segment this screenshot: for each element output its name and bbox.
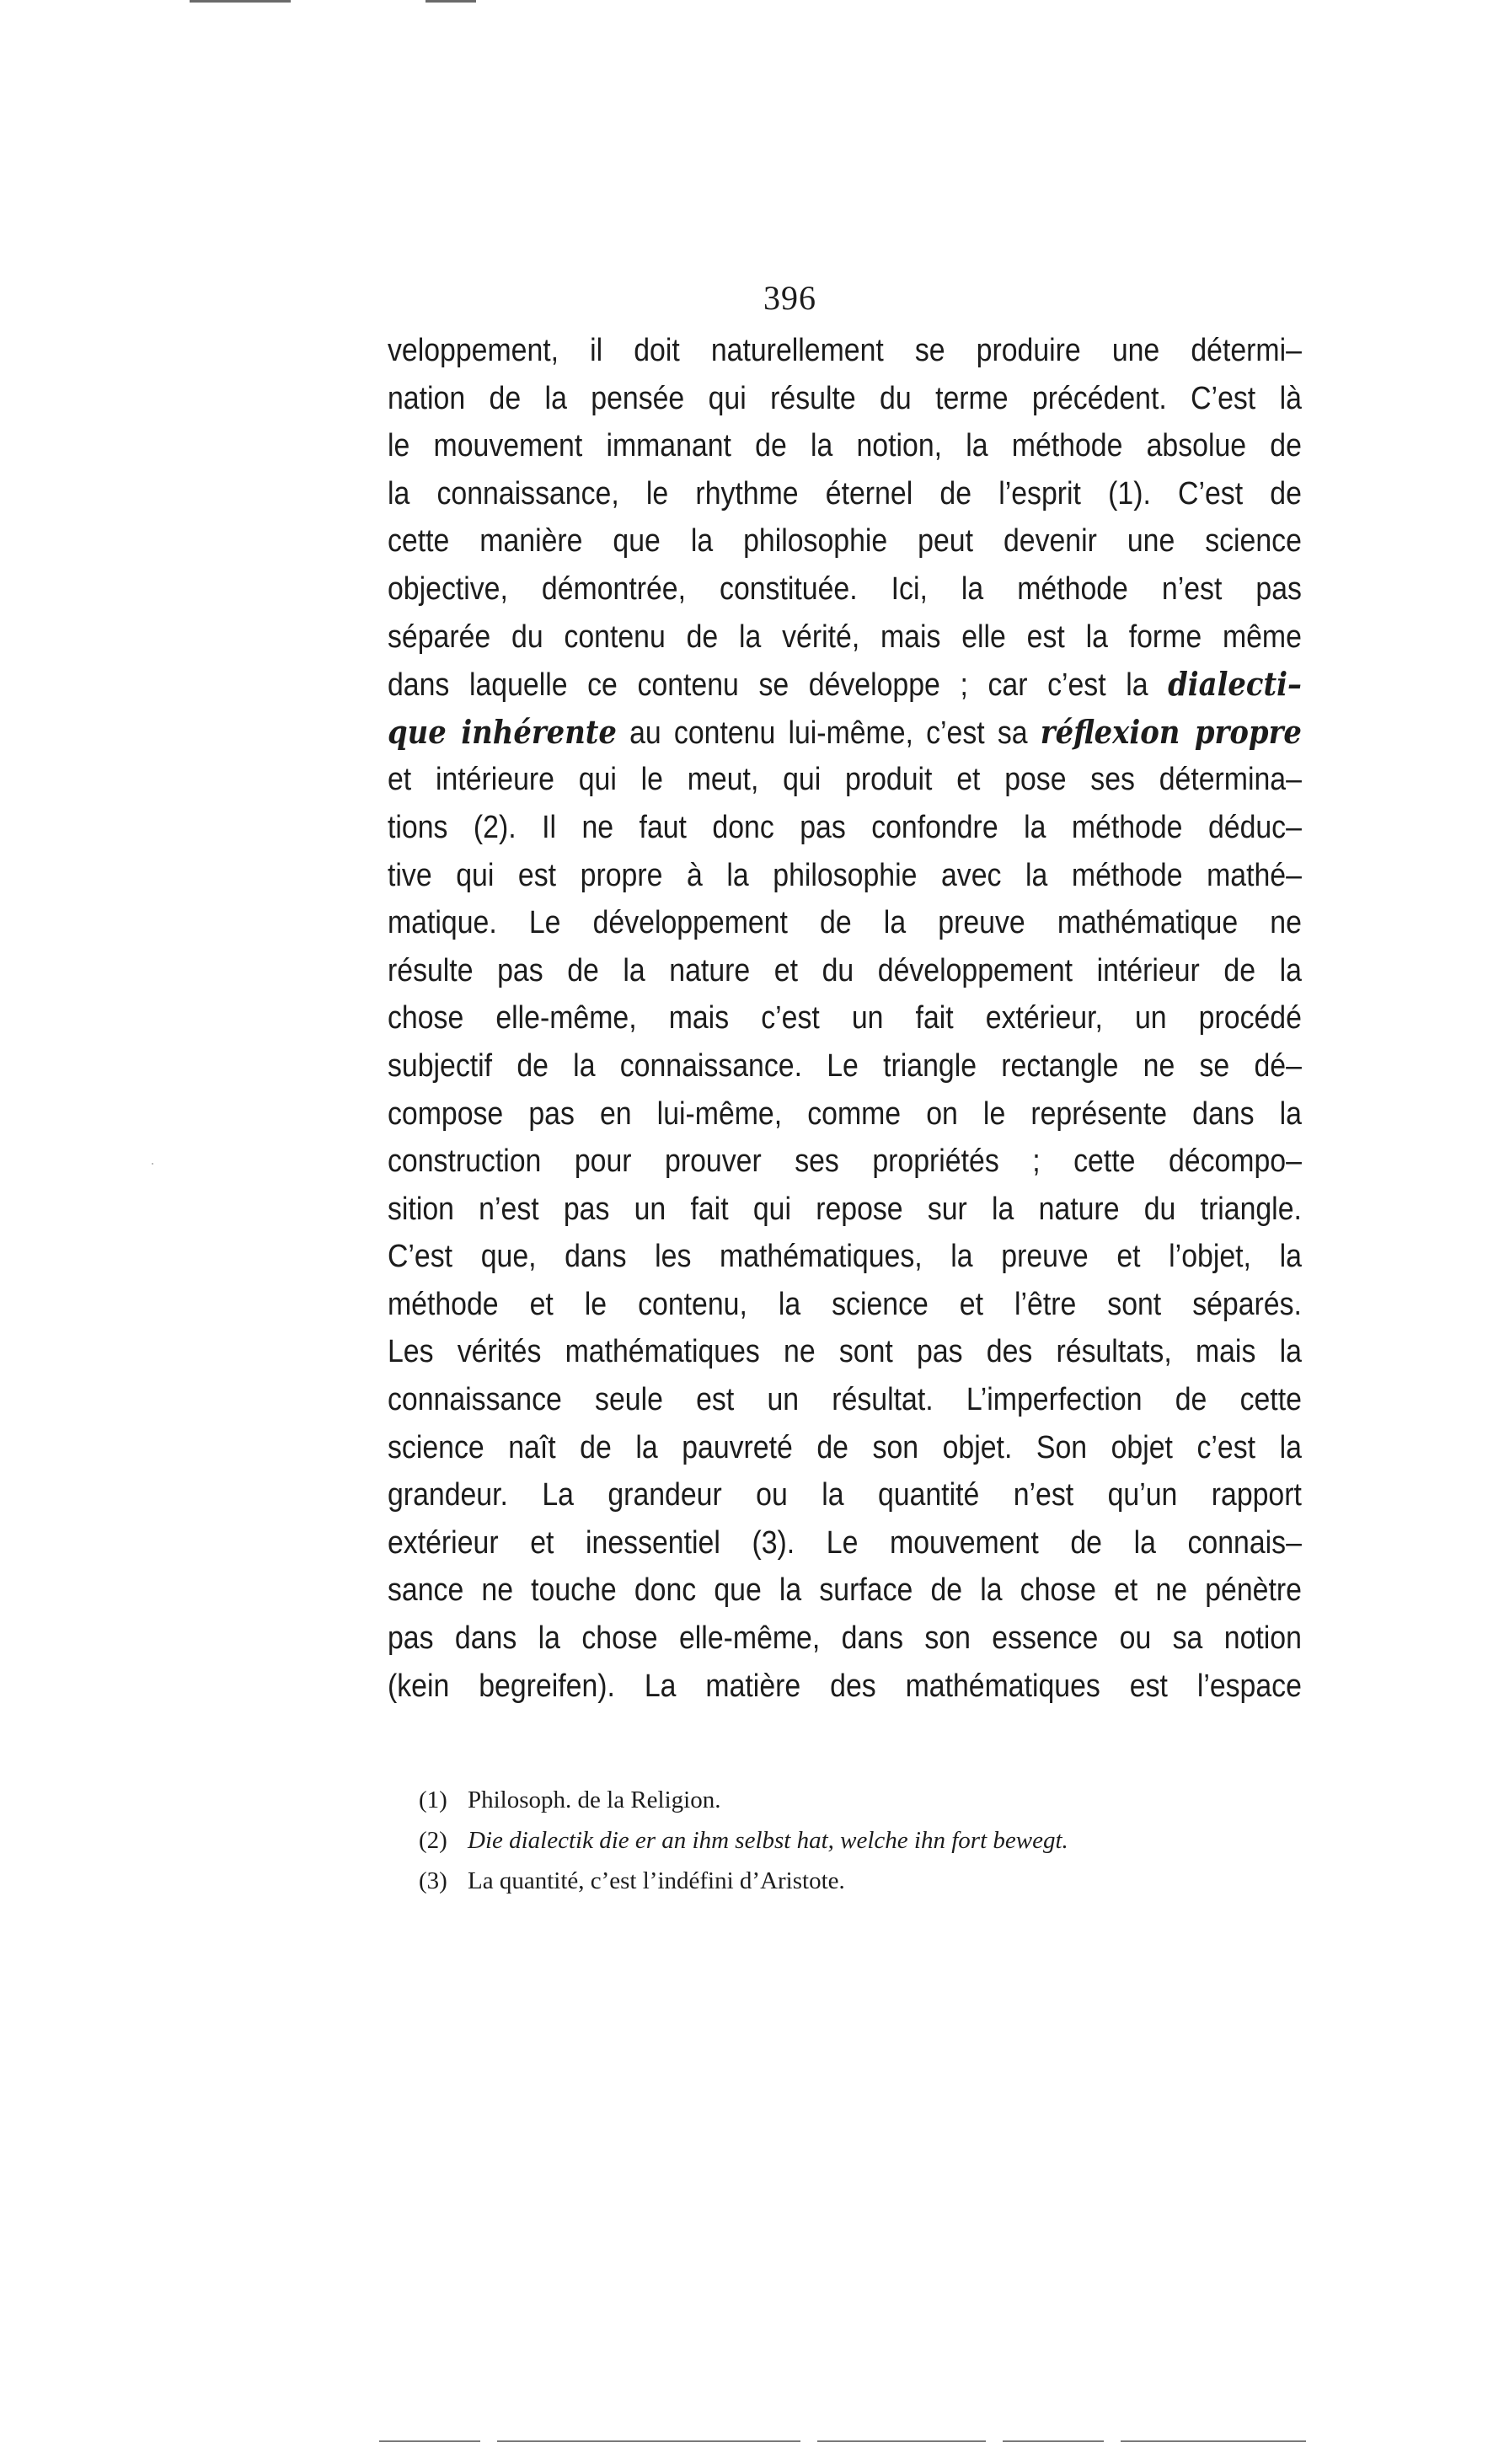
text-segment: connaissance seule est un résultat. L’imperfection de cette (388, 1382, 1302, 1418)
text-line (388, 709, 1302, 757)
text-line (388, 1090, 1302, 1138)
text-segment: que inhérente (388, 712, 617, 751)
footnote-text: La quantité, c’est l’indéfini d’Aristote. (468, 1867, 845, 1894)
text-segment: résulte pas de la nature et du développement intérieur de la (388, 952, 1302, 988)
footnote-text: Philosoph. de la Religion. (468, 1786, 721, 1813)
text-segment: chose elle-même, mais c’est un fait extérieur, un procédé (388, 1000, 1302, 1036)
text-line (388, 613, 1302, 662)
text-segment: tive qui est propre à la philosophie avec la méthode mathé– (388, 857, 1302, 893)
text-segment: extérieur et inessentiel (3). Le mouvement de la connais– (388, 1524, 1302, 1561)
text-segment: matique. Le développement de la preuve mathématique ne (388, 905, 1302, 941)
text-line (388, 1424, 1302, 1472)
footnote (419, 1780, 1312, 1820)
text-segment: Les vérités mathématiques ne sont pas des résultats, mais la (388, 1334, 1302, 1370)
text-segment: séparée du contenu de la vérité, mais elle est la forme même (388, 619, 1302, 655)
text-segment: dialecti– (1168, 665, 1302, 704)
text-segment: la connaissance, le rhythme éternel de l’esprit (1). C’est de (388, 475, 1302, 512)
text-segment: science naît de la pauvreté de son objet. Son objet c’est la (388, 1429, 1302, 1465)
text-segment: objective, démontrée, constituée. Ici, la méthode n’est pas (388, 570, 1302, 607)
text-segment: dans laquelle ce contenu se développe ; car c’est la (388, 667, 1169, 704)
text-line (388, 661, 1302, 709)
footnote (419, 1820, 1312, 1861)
text-line (388, 756, 1302, 804)
text-segment: sition n’est pas un fait qui repose sur la nature du triangle. (388, 1191, 1302, 1227)
text-line (388, 994, 1302, 1042)
text-line (388, 899, 1302, 947)
text-line (388, 1615, 1302, 1663)
text-segment: veloppement, il doit naturellement se produire une détermi– (388, 333, 1302, 368)
text-segment: C’est que, dans les mathématiques, la preuve et l’objet, la (388, 1239, 1302, 1275)
text-segment: grandeur. La grandeur ou la quantité n’est qu’un rapport (388, 1477, 1302, 1513)
footnote (419, 1861, 1312, 1901)
text-line (388, 947, 1302, 995)
text-segment: nation de la pensée qui résulte du terme précédent. C’est là (388, 380, 1302, 416)
text-segment: subjectif de la connaissance. Le triangle rectangle ne se dé– (388, 1047, 1302, 1084)
body-text (388, 327, 1302, 1710)
margin-speck (152, 1163, 153, 1165)
text-line (388, 422, 1302, 470)
text-segment: méthode et le contenu, la science et l’être sont séparés. (388, 1286, 1302, 1322)
text-line (388, 1471, 1302, 1519)
footnote-mark: (2) (419, 1827, 447, 1854)
text-line (388, 375, 1302, 423)
text-line (388, 517, 1302, 565)
footnote-text: Die dialectik die er an ihm selbst hat, welche ihn fort bewegt. (468, 1827, 1068, 1854)
text-line (388, 1138, 1302, 1186)
text-line (388, 1186, 1302, 1234)
text-line (388, 1281, 1302, 1329)
text-segment: le mouvement immanant de la notion, la méthode absolue de (388, 428, 1302, 464)
text-line (388, 327, 1302, 375)
text-line (388, 565, 1302, 613)
text-segment: sance ne touche donc que la surface de la chose et ne pénètre (388, 1572, 1302, 1609)
text-segment: au contenu lui-même, c’est sa (616, 715, 1041, 751)
footnotes (419, 1780, 1312, 1901)
text-segment: (kein begreifen). La matière des mathématiques est l’espace (388, 1668, 1302, 1704)
text-line (388, 852, 1302, 900)
top-scan-marks (190, 0, 527, 5)
text-segment: réflexion propre (1040, 712, 1302, 751)
text-segment: et intérieure qui le meut, qui produit et pose ses détermina– (388, 762, 1302, 798)
text-line (388, 470, 1302, 518)
text-line (388, 1663, 1302, 1711)
text-line (388, 1233, 1302, 1281)
text-segment: compose pas en lui-même, comme on le représente dans la (388, 1095, 1302, 1132)
text-line (388, 1328, 1302, 1376)
text-segment: tions (2). Il ne faut donc pas confondre la méthode déduc– (388, 809, 1302, 845)
bottom-scan-rule (379, 2440, 1306, 2443)
text-line (388, 1567, 1302, 1615)
footnote-mark: (1) (419, 1786, 447, 1813)
page-number: 396 (763, 279, 816, 317)
text-segment: pas dans la chose elle-même, dans son essence ou sa notion (388, 1620, 1302, 1657)
text-line (388, 1042, 1302, 1090)
text-segment: cette manière que la philosophie peut devenir une science (388, 523, 1302, 560)
text-line (388, 804, 1302, 852)
text-line (388, 1376, 1302, 1424)
text-segment: construction pour prouver ses propriétés ; cette décompo– (388, 1144, 1302, 1180)
footnote-mark: (3) (419, 1867, 447, 1894)
text-line (388, 1519, 1302, 1567)
